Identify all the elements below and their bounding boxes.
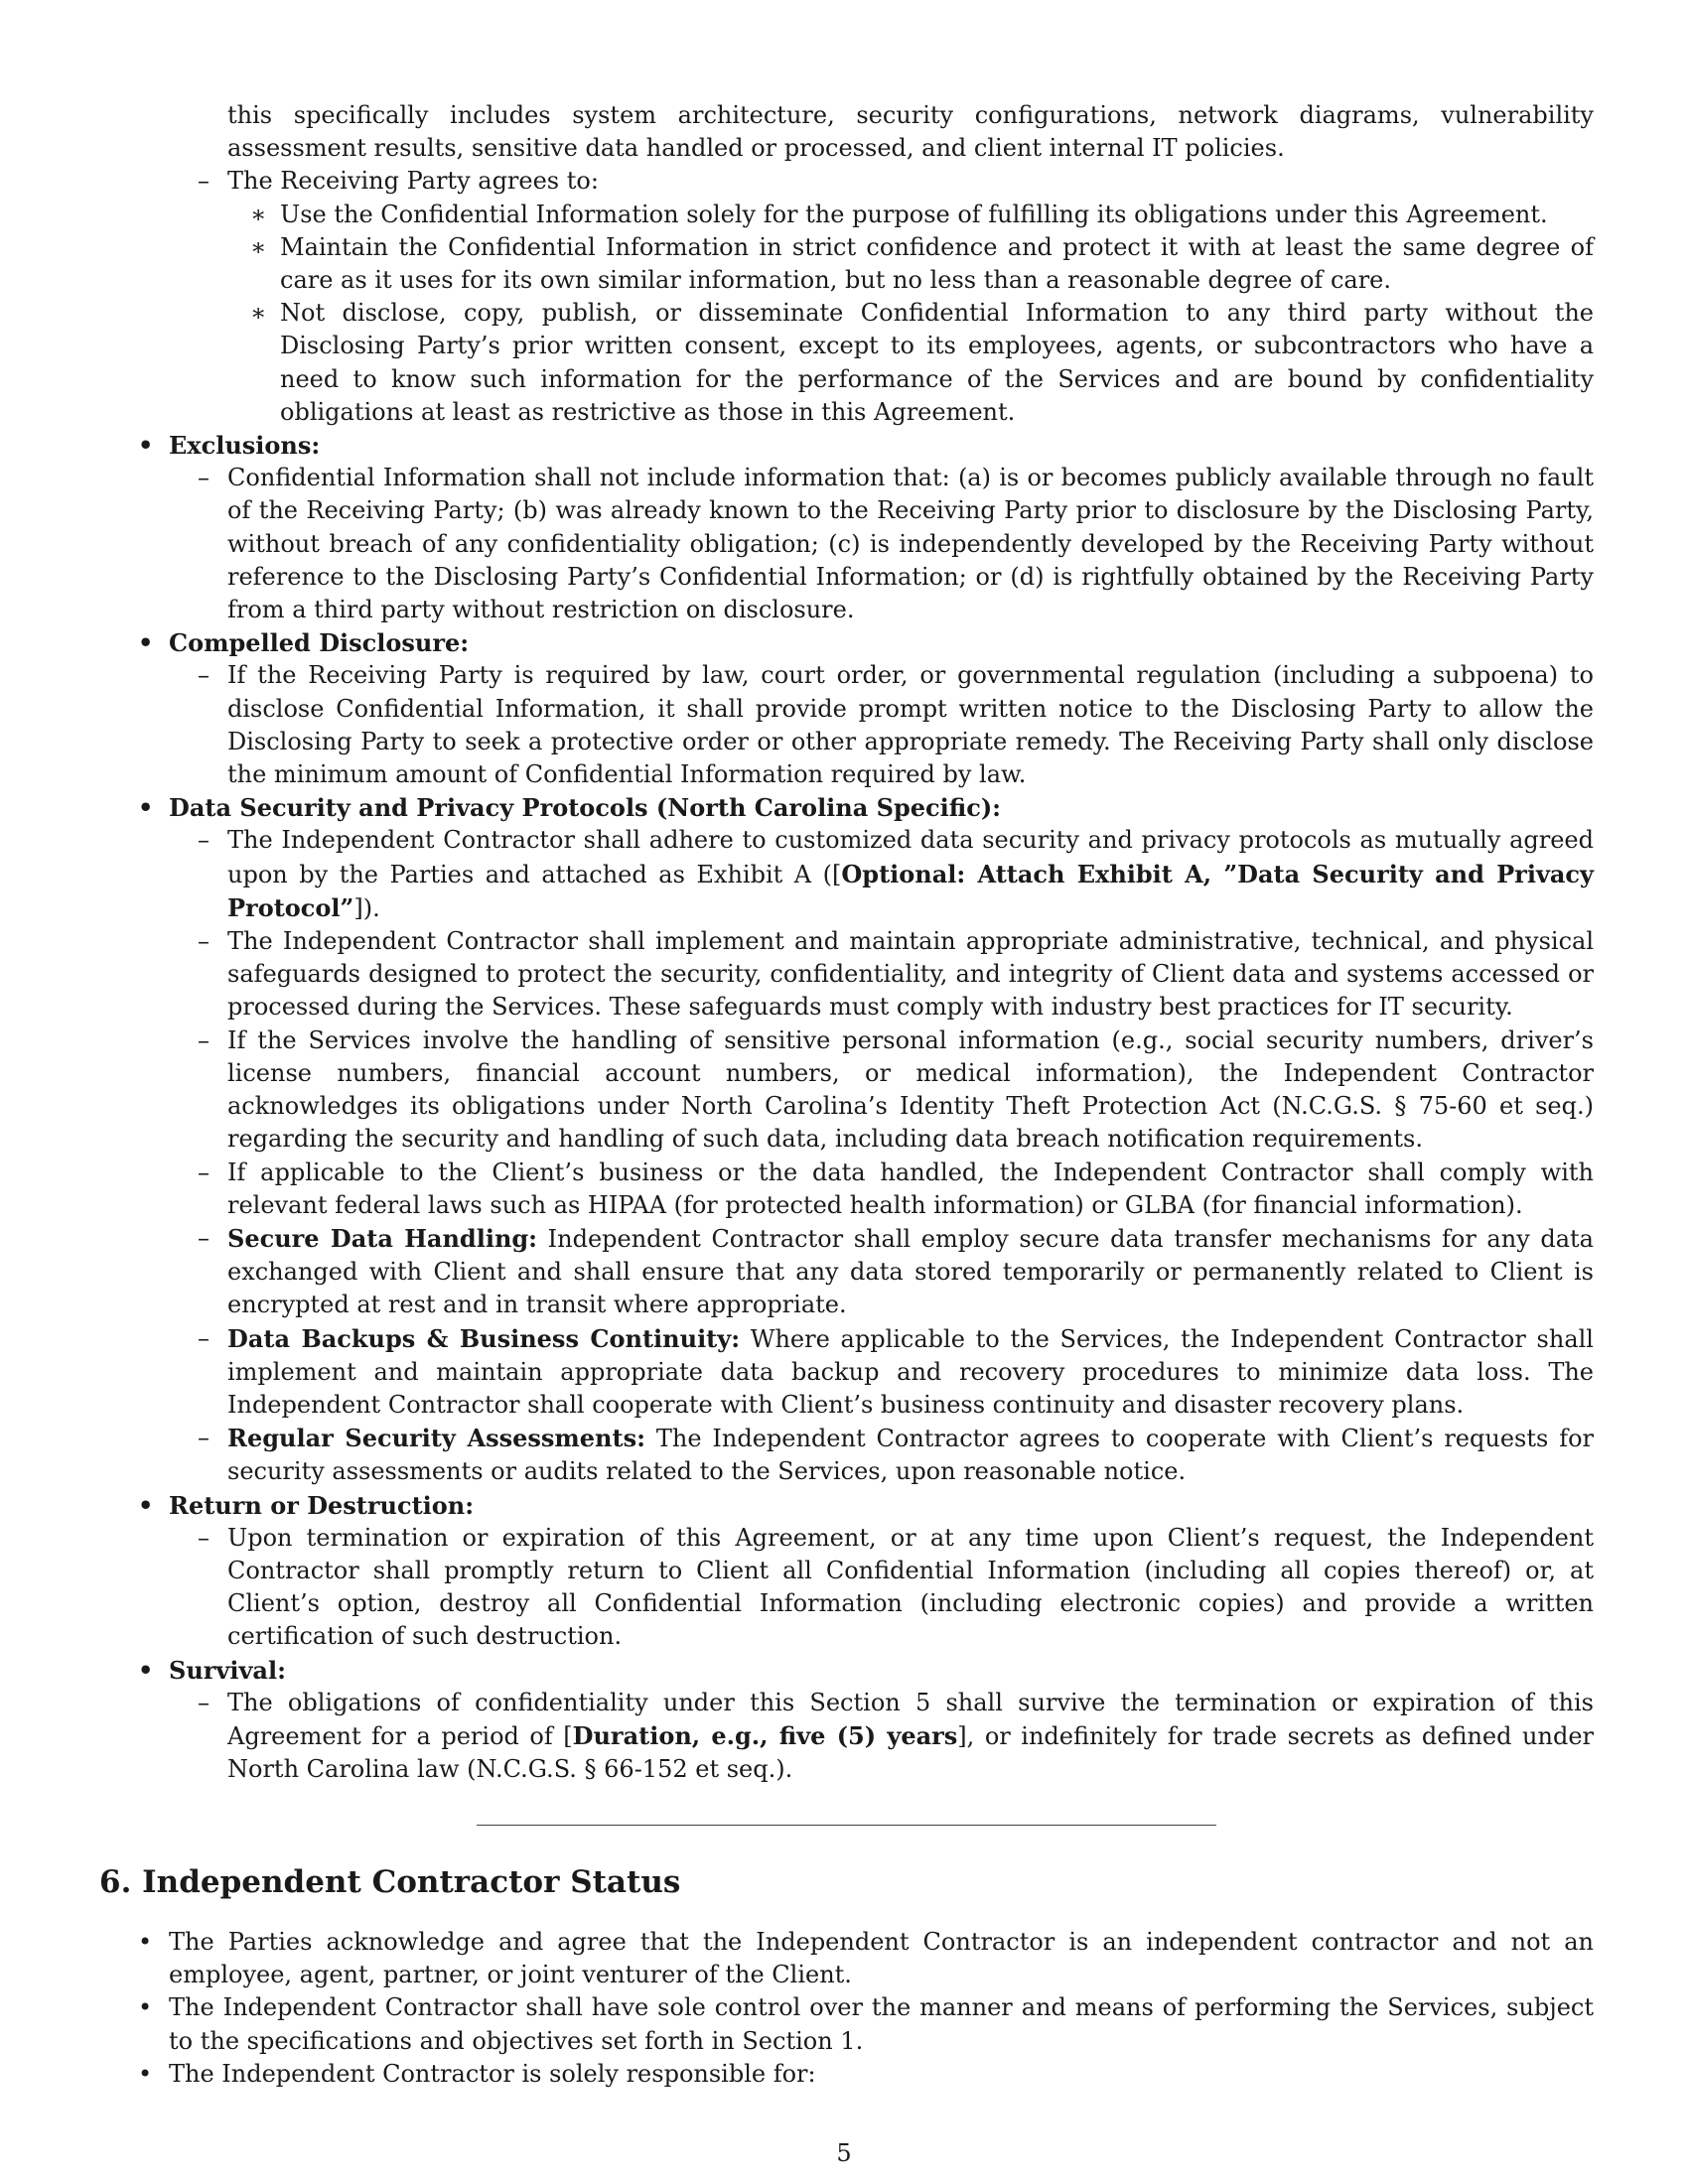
section-6-item: • The Parties acknowledge and agree that the Independent Contractor is an independent contractor and not an employee, agent, partner, or joint venturer of the Client. xyxy=(94,1926,1594,1991)
agrees-item: ∗ Not disclose, copy, publish, or disseminate Confidential Information to any third party without the Disclosing Party’s prior written consent, except to its employees, agents, or subcontractors who have a need to know such information for the performance of the Services and are bound by confidentiality obligations at least as restrictive as those in this Agreement. xyxy=(94,297,1594,429)
item-text: Independent Contractor shall employ secure data transfer mechanisms for any data exchanged with Client and shall ensure that any data stored temporarily or permanently related to Client is encrypted at rest and in transit where appropriate. xyxy=(227,1224,1594,1319)
return-destruction-heading: • Return or Destruction: xyxy=(94,1489,1594,1522)
item-text: The Independent Contractor shall adhere to customized data security and privacy protocols as mutually agreed upon by the Parties and attached as Exhibit A ([ xyxy=(227,826,1594,888)
confidential-info-continuation: this specifically includes system architecture, security configurations, network diagrams, vulnerability assessment results, sensitive data handled or processed, and client internal IT policies. xyxy=(227,101,1594,163)
section-5-body xyxy=(94,99,1594,1786)
section-divider xyxy=(477,1825,1216,1826)
section-6-item: • The Independent Contractor is solely responsible for: xyxy=(94,2058,1594,2091)
section-6-title: 6. Independent Contractor Status xyxy=(99,1864,681,1900)
item-label: Data Backups & Business Continuity: xyxy=(227,1323,741,1353)
compelled-disclosure-heading: • Compelled Disclosure: xyxy=(94,626,1594,659)
item-text: The obligations of confidentiality under this Section 5 shall survive the termination or expiration of this Agreement for a period of [ xyxy=(227,1688,1594,1750)
item-text: ]). xyxy=(353,893,380,922)
data-security-heading: • Data Security and Privacy Protocols (North Carolina Specific): xyxy=(94,791,1594,824)
item-text: Where applicable to the Services, the Independent Contractor shall implement and maintain appropriate data backup and recovery procedures to minimize data loss. The Independent Contractor shall cooperate with Client’s business continuity and disaster recovery plans. xyxy=(227,1324,1594,1419)
agrees-item: ∗ Use the Confidential Information solely for the purpose of fulfilling its obligations under this Agreement. xyxy=(94,199,1594,231)
page-number: 5 xyxy=(836,2139,852,2167)
item-label: Regular Security Assessments: xyxy=(227,1424,645,1453)
section-6-body xyxy=(94,1926,1594,2091)
exclusions-text: – Confidential Information shall not include information that: (a) is or becomes publicly available through no fault of the Receiving Party; (b) was already known to the Receiving Party prior to disclosure by the Disclosing Party, without breach of any confidentiality obligation; (c) is independently developed by the Receiving Party without reference to the Disclosing Party’s Confidential Information; or (d) is rightfully obtained by the Receiving Party from a third party without restriction on disclosure. xyxy=(94,462,1594,626)
data-security-item: – If the Services involve the handling of sensitive personal information (e.g., social security numbers, driver’s license numbers, financial account numbers, or medical information), the Independent Contractor acknowledges its obligations under North Carolina’s Identity Theft Protection Act (N.C.G.S. § 75-60 et seq.) regarding the security and handling of such data, including data breach notification requirements. xyxy=(94,1024,1594,1157)
return-destruction-text: – Upon termination or expiration of this Agreement, or at any time upon Client’s request, the Independent Contractor shall promptly return to Client all Confidential Information (including all copies thereof) or, at Client’s option, destroy all Confidential Information (including electronic copies) and provide a written certification of such destruction. xyxy=(94,1522,1594,1654)
agrees-item: ∗ Maintain the Confidential Information in strict confidence and protect it with at least the same degree of care as it uses for its own similar information, but no less than a reasonable degree of care. xyxy=(94,231,1594,297)
data-security-item xyxy=(94,1422,1594,1488)
exhibit-a-placeholder: Optional: Attach Exhibit A, ”Data Security and Privacy Protocol” xyxy=(227,859,1594,922)
survival-text xyxy=(94,1687,1594,1787)
compelled-disclosure-text: – If the Receiving Party is required by law, court order, or governmental regulation (including a subpoena) to disclose Confidential Information, it shall provide prompt written notice to the Disclosing Party to allow the Disclosing Party to seek a protective order or other appropriate remedy. The Receiving Party shall only disclose the minimum amount of Confidential Information required by law. xyxy=(94,659,1594,791)
data-security-item: – If applicable to the Client’s business or the data handled, the Independent Contractor shall comply with relevant federal laws such as HIPAA (for protected health information) or GLBA (for financial information). xyxy=(94,1157,1594,1222)
item-text: The Independent Contractor agrees to cooperate with Client’s requests for security assessments or audits related to the Services, upon reasonable notice. xyxy=(227,1425,1595,1486)
exclusions-heading: • Exclusions: xyxy=(94,429,1594,462)
data-security-item: – The Independent Contractor shall implement and maintain appropriate administrative, technical, and physical safeguards designed to protect the security, confidentiality, and integrity of Client data and systems accessed or processed during the Services. These safeguards must comply with industry best practices for IT security. xyxy=(94,925,1594,1024)
survival-heading: • Survival: xyxy=(94,1654,1594,1687)
data-security-item xyxy=(94,1222,1594,1322)
item-label: Secure Data Handling: xyxy=(227,1223,538,1253)
receiving-party-agrees-intro: – The Receiving Party agrees to: xyxy=(94,165,1594,198)
data-security-item xyxy=(94,824,1594,925)
duration-placeholder: Duration, e.g., five (5) years xyxy=(572,1720,958,1750)
section-6-item: • The Independent Contractor shall have sole control over the manner and means of performing the Services, subject to the specifications and objectives set forth in Section 1. xyxy=(94,1991,1594,2057)
data-security-item xyxy=(94,1322,1594,1423)
item-text: ], or indefinitely for trade secrets as defined under North Carolina law (N.C.G.S. § 66-152 et seq.). xyxy=(227,1721,1594,1784)
